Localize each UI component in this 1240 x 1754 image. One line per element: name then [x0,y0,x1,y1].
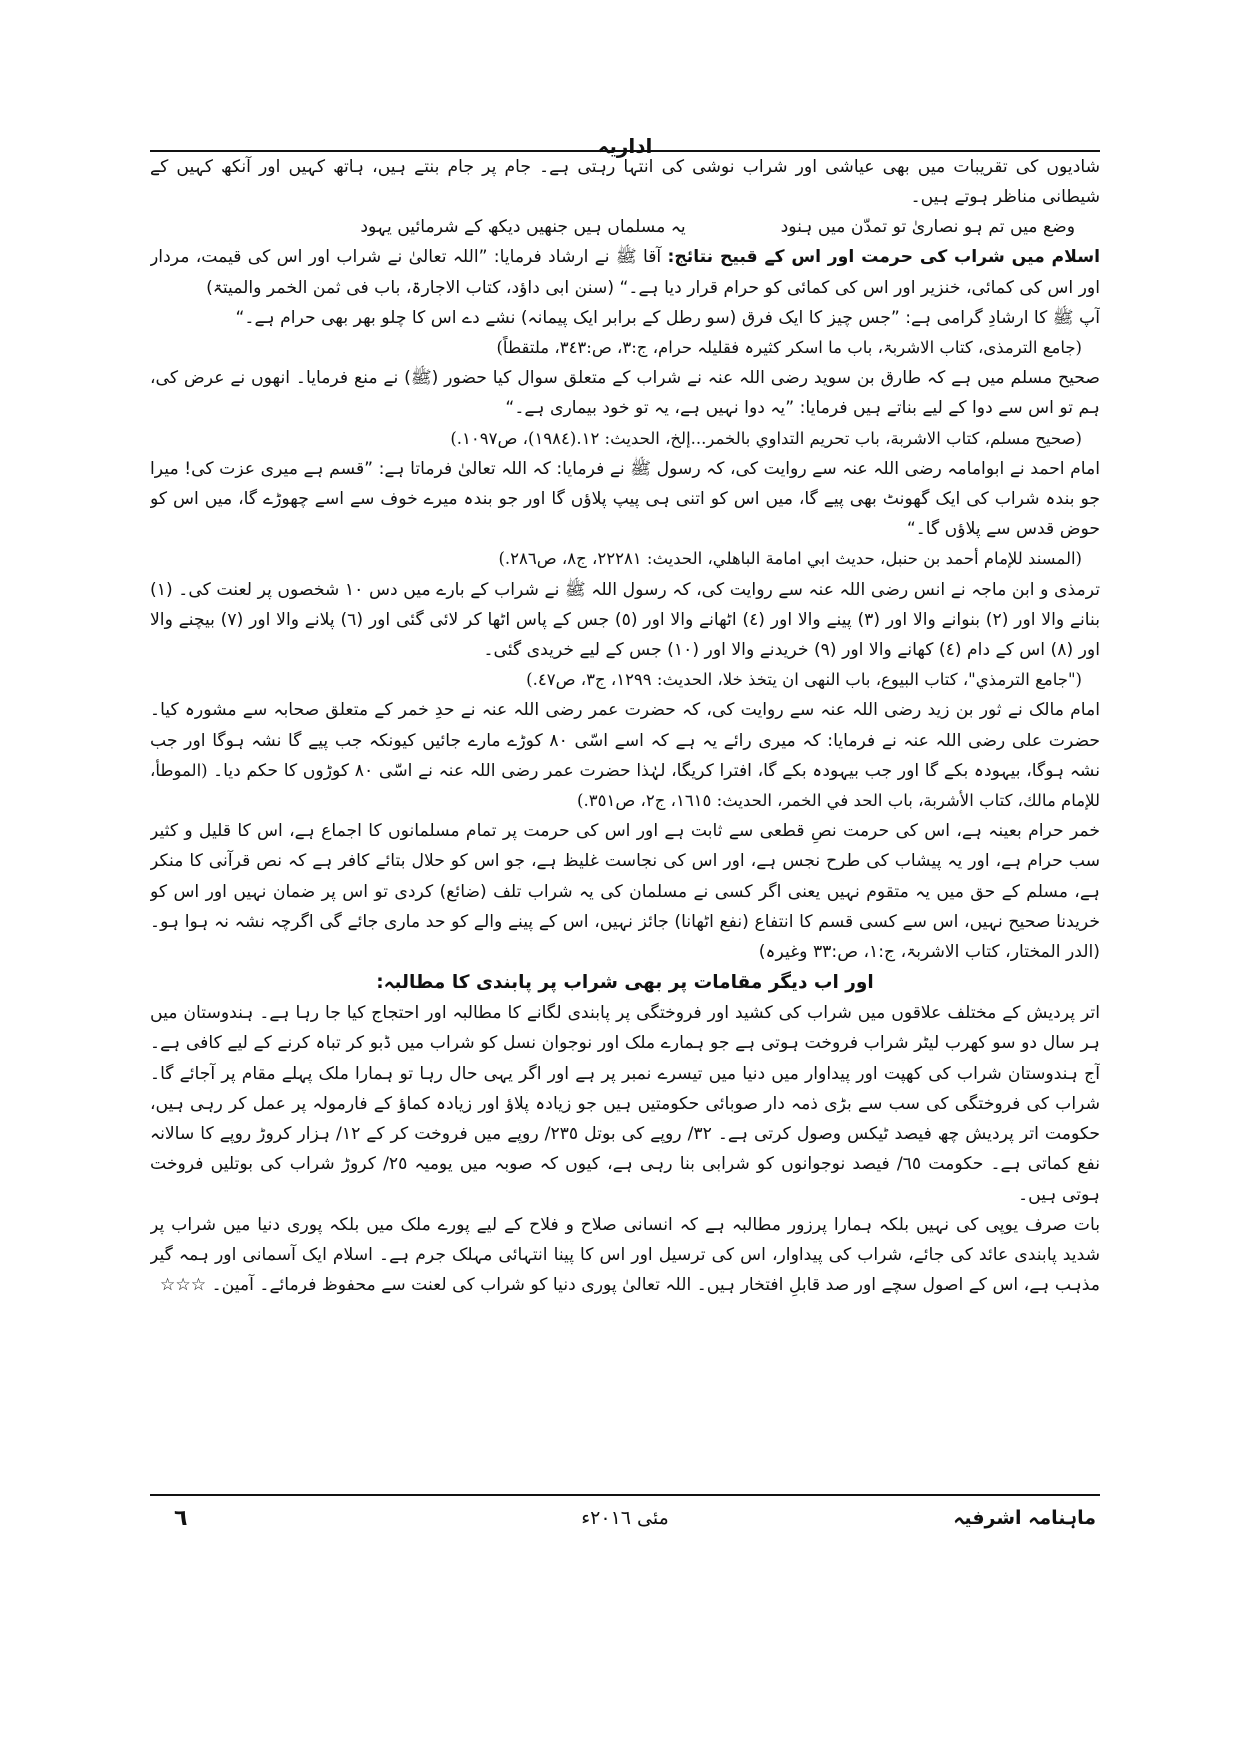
paragraph-imam-malik [150,695,1100,816]
reference-musnad-ahmad: (المسند للإمام أحمد بن حنبل، حديث ابي امامة الباهلي، الحديث: ٢٢٢٨١، ج٨، ص٢٨٦.) [498,549,1082,569]
couplet-first-line: وضع میں تم ہو نصاریٰ تو تمدّن میں ہنود [780,217,1075,238]
paragraph-ruling-khamr [150,816,1100,967]
issue-date: مئی ٢٠١٦ء [581,1507,669,1529]
paragraph-sahih-muslim: صحیح مسلم میں ہے کہ طارق بن سوید رضی اللہ عنہ نے شراب کے متعلق سوال کیا حضور (ﷺ) نے منع فرمایا۔ انھوں نے عرض کی، ہم تو اس سے دوا کے لیے بناتے ہیں فرمایا: ”یہ دوا نہیں ہے، یہ تو خود بیماری ہے۔“ [150,368,1100,419]
paragraph-conclusion: بات صرف یوپی کی نہیں بلکہ ہمارا پرزور مطالبہ ہے کہ انسانی صلاح و فلاح کے لیے پورے ملک میں بلکہ پوری دنیا میں شراب پر شدید پابندی عائد کی جائے، شراب کی پیداوار، اس کی ترسیل اور اس کا پینا انتہائی مہلک جرم ہے۔ اسلام ایک آسمانی اور ہمہ گیر مذہب ہے، اس کے اصول سچے اور صد قابلِ افتخار ہیں۔ اللہ تعالیٰ پوری دنیا کو شراب کی لعنت سے محفوظ فرمائے۔ آمین۔ ☆☆☆ [150,1214,1100,1296]
reference-tirmidhi-2: ("جامع الترمذي"، كتاب البيوع، باب النهى ان يتخذ خلا، الحديث: ١٢٩٩، ج٣، ص٤٧.) [526,670,1082,690]
paragraph-uttar-pradesh: اتر پردیش کے مختلف علاقوں میں شراب کی کشید اور فروختگی پر پابندی لگانے کا مطالبہ اور احتجاج کیا جا رہا ہے۔ ہندوستان میں ہر سال دو سو کھرب لیٹر شراب فروخت ہوتی ہے جو ہمارے ملک اور نوجوان نسل کو شراب میں ڈبو کر تباہ کرنے کے لیے کافی ہے۔ آج ہندوستان شراب کی کھپت اور پیداوار میں دنیا میں تیسرے نمبر پر ہے اور اگر یہی حال رہا تو ہمارا ملک پہلے مقام پر آجائے گا۔ شراب کی فروختگی کی سب سے بڑی ذمہ دار صوبائی حکومتیں ہیں جو زیادہ پلاؤ اور زیادہ کماؤ کے فارمولہ پر عمل کر رہی ہیں، حکومت اتر پردیش چھ فیصد ٹیکس وصول کرتی ہے۔ ٣٢/ روپے کی بوتل ٢٣٥/ روپے میں فروخت کر کے ١٢/ ہزار کروڑ روپے کا سالانہ نفع کماتی ہے۔ حکومت ٦٥/ فیصد نوجوانوں کو شرابی بنا رہی ہے، کیوں کہ صوبہ میں یومیہ ٢٥/ کروڑ شراب کی بوتلیں فروخت ہوتی ہیں۔ [150,1003,1100,1205]
footer-rule [150,1494,1100,1496]
paragraph-prohibition [150,242,1100,302]
couplet-second-line: یہ مسلماں ہیں جنھیں دیکھ کے شرمائیں یہود [360,217,686,238]
paragraph-weddings: شادیوں کی تقریبات میں بھی عیاشی اور شراب نوشی کی انتہا رہتی ہے۔ جام پر جام بنتے ہیں، ہاتھ کہیں اور آنکھ کہیں کے شیطانی مناظر ہوتے ہیں۔ [150,157,1100,208]
document-page [150,0,1100,1754]
magazine-name: ماہنامہ اشرفیہ [953,1507,1096,1529]
paragraph-prohibition-text: آقا ﷺ نے ارشاد فرمایا: ”اللہ تعالیٰ نے شراب اور اس کی قیمت، مردار اور اس کی کمائی، خنزیر اور اس کی کمائی کو حرام قرار دیا ہے۔“ (سنن ابی داؤد، کتاب الاجارۃ، باب فی ثمن الخمر والمیتۃ) [150,247,1100,298]
page-number: ٦ [174,1505,188,1531]
paragraph-imam-malik-text: امام مالک نے ثور بن زید رضی اللہ عنہ سے روایت کی، کہ حضرت عمر رضی اللہ عنہ نے حدِ خمر کے متعلق صحابہ سے مشورہ کیا۔ حضرت علی رضی اللہ عنہ نے فرمایا: کہ میری رائے یہ ہے کہ اسے اسّی ٨٠ کوڑے مارے جائیں کیونکہ جب پیے گا نشہ ہوگا اور جب نشہ ہوگا، بیہودہ بکے گا اور جب بیہودہ بکے گا، افترا کریگا، لہٰذا حضرت عمر رضی اللہ عنہ نے اسّی ٨٠ کوڑوں کا حکم دیا۔ [150,700,1100,781]
article-body [150,152,1100,1492]
paragraph-ruling-khamr-text: خمر حرام بعینہ ہے، اس کی حرمت نصِ قطعی سے ثابت ہے اور اس کی حرمت پر تمام مسلمانوں کا اجماع ہے، اس کا قلیل و کثیر سب حرام ہے، اور یہ پیشاب کی طرح نجس ہے، اور اس کی نجاست غلیظ ہے، جو اس کو حلال بتائے کافر ہے کہ نص قرآنی کا منکر ہے، مسلم کے حق میں یہ متقوم نہیں یعنی اگر کسی نے مسلمان کی یہ شراب تلف (ضائع) کردی تو اس پر ضمان نہیں اور اس کو خریدنا صحیح نہیں، اس سے کسی قسم کا انتفاع (نفع اٹھانا) جائز نہیں، اس کے پینے والے کو حد ماری جائے گی اگرچہ نشہ نہ ہوا ہو۔ [150,821,1100,932]
couplet [150,212,1100,242]
page-footer [150,1498,1100,1538]
section-heading-demand: اور اب دیگر مقامات پر بھی شراب پر پابندی کا مطالبہ: [376,972,874,994]
reference-durr-mukhtar: (الدر المختار، کتاب الاشربۃ، ج:١، ص:٣٣ وغیرہ) [758,942,1100,963]
page-header-title: اداریہ [597,134,653,158]
reference-sahih-muslim: (صحيح مسلم، كتاب الاشربة، باب تحريم التداوي بالخمر...إلخ، الحديث: ١٢.(١٩٨٤)، ص١٠٩٧.) [450,428,1082,448]
paragraph-imam-ahmad: امام احمد نے ابوامامہ رضی اللہ عنہ سے روایت کی، کہ رسول ﷺ نے فرمایا: کہ اللہ تعالیٰ فرماتا ہے: ”قسم ہے میری عزت کی! میرا جو بندہ شراب کی ایک گھونٹ بھی پیے گا، میں اس کو اتنی ہی پیپ پلاؤں گا اور جو بندہ میرے خوف سے اسے چھوڑے گا، میں اس کو حوض قدس سے پلاؤں گا۔“ [150,458,1100,540]
paragraph-hadith-faraq: آپ ﷺ کا ارشادِ گرامی ہے: ”جس چیز کا ایک فرق (سو رطل کے برابر ایک پیمانہ) نشے دے اس کا چلو بھر بھی حرام ہے۔“ [235,307,1100,328]
paragraph-ten-cursed: ترمذی و ابن ماجہ نے انس رضی اللہ عنہ سے روایت کی، کہ رسول اللہ ﷺ نے شراب کے بارے میں دس ١٠ شخصوں پر لعنت کی۔ (١) بنانے والا اور (٢) بنوانے والا اور (٣) پینے والا اور (٤) اٹھانے والا اور (٥) جس کے پاس اٹھا کر لائی گئی اور (٦) پلانے والا اور (٧) بیچنے والا اور (٨) اس کے دام (٤) کھانے والا اور (٩) خریدنے والا اور (١٠) جس کے لیے خریدی گئی۔ [150,579,1100,661]
reference-tirmidhi-1: (جامع الترمذی، کتاب الاشربۃ، باب ما اسکر کثیرہ فقلیلہ حرام، ج:٣، ص:٣٤٣، ملتقطاً) [496,338,1082,358]
reference-muwatta: (الموطأ، للإمام مالك، كتاب الأشربة، باب الحد في الخمر، الحديث: ١٦١٥، ج٢، ص٣٥١.) [150,760,1100,811]
section-heading-prohibition: اسلام میں شراب کی حرمت اور اس کے قبیح نتائج: [667,247,1100,268]
